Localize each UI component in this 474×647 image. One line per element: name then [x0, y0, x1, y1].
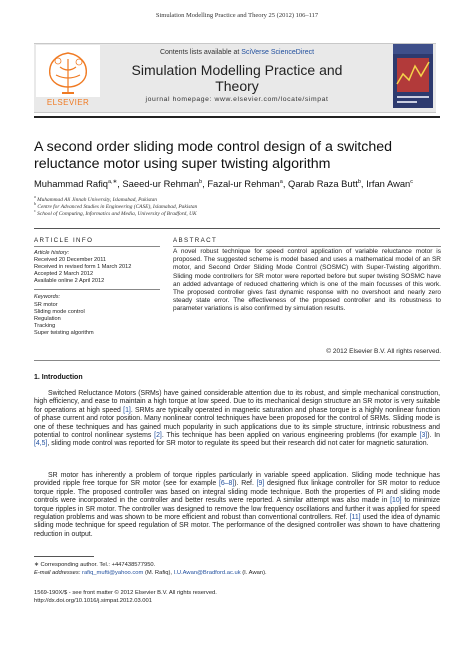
citation-link[interactable]: [1]	[123, 406, 131, 414]
contents-prefix: Contents lists available at	[159, 49, 242, 56]
author[interactable]: Fazal-ur Rehman$^a$	[207, 178, 283, 189]
journal-title: Simulation Modelling Practice and Theory	[131, 62, 343, 94]
running-head: Simulation Modelling Practice and Theory 25 (2012) 106–117	[155, 12, 319, 19]
intro-paragraph-2: SR motor has inherently a problem of torque ripples particularly in variable speed application. Sliding mode technique has provided ripple free torque for SR motor (see for example [6–8]). Ref. [9] designed flux linkage controller for SR motor to reduce torque ripple. The proposed controller was based on integral sliding mode technique. Both the properties of PI and sliding mode controls were incorporated in the controller and better results were reported. A similar attempt was also made in [10] to minimize torque ripples in SR motor. The controller was designed to remove the low frequency oscillations and further it was applied for speed regulation problems and was shown to be more efficient and robust than conventional controllers. Ref. [11] used the idea of dynamic sliding mode technique for speed regulation of SR motor. The performance of the designed controller was shown to have chattering reduction in output.	[34, 472, 441, 538]
corresponding-author-note: ∗ Corresponding author. Tel.: +447438577950.	[34, 562, 156, 568]
author[interactable]: Irfan Awan$^c$	[366, 178, 414, 189]
history-item: Available online 2 April 2012	[34, 278, 105, 284]
email-footnote: E-mail addresses: rafiq_mufti@yahoo.com (M. Rafiq), I.U.Awan@Bradford.ac.uk (I. Awan).	[34, 570, 267, 576]
citation-link[interactable]: [3]	[419, 432, 428, 440]
intro-paragraph-1: Switched Reluctance Motors (SRMs) have gained considerable attention due to its robust, and simple mechanical construction, high efficiency, and ease to maintain a high torque at low speed. Due to its mechanical design structure an SR motor is very suitable for operations at high speed [1]. SRMs are typically operated in magnetic saturation and phase torque is a highly nonlinear function of phase current and rotor position. Many nonlinear control techniques have been proposed for the control of SRMs. Sliding mode is one of these techniques and has gained much popularity in such applications due to its simple structure, intrinsic robustness and potential to control nonlinear systems [2]. This technique has been applied on various engineering problems (for example [3]). In [4,5], sliding mode control was reported for SR motor to regulate its speed but their research did not cater for magnetic saturation.	[34, 390, 441, 448]
article-title: A second order sliding mode control design of a switched reluctance motor using super twisting algorithm	[34, 139, 393, 172]
citation-link[interactable]: [11]	[349, 514, 361, 522]
section-rule	[34, 360, 440, 361]
sciencedirect-link[interactable]: SciVerse ScienceDirect	[241, 49, 315, 56]
affiliation: $^c$ School of Computing, Informatics and Media, University of Bradford, UK	[34, 208, 197, 217]
author[interactable]: Qarab Raza Butt$^b$	[288, 178, 361, 189]
header-rule	[34, 116, 440, 118]
journal-cover-image	[393, 44, 433, 108]
section-rule	[34, 228, 440, 229]
keyword: Regulation	[34, 316, 61, 322]
abstract-heading: ABSTRACT	[173, 237, 218, 244]
keyword: Sliding mode control	[34, 309, 85, 315]
author-list: Muhammad Rafiq$^{a,∗}$, Saeed-ur Rehman$^b$, Fazal-ur Rehman$^a$, Qarab Raza Butt$^b$, Irfan Awan$^c$	[34, 178, 414, 189]
publisher-wordmark: ELSEVIER	[46, 98, 90, 107]
abstract-text: A novel robust technique for speed control application of variable reluctance motor is proposed. The suggested scheme is model based and uses a mathematical model of an SR motor, and Second Order Sliding Mode Control (SOSMC) with Super-Twisting algorithm. Sliding mode controllers for SR motor were reported before but super twisting SOSMC have an added advantage of reduced chattering which is one of the main focusses of this work. The proposed controller gives fast dynamic response with no overshoot and nearly zero steady state error. The effectiveness of the proposed controller and its robustness to parameter variations is also confirmed by simulation results.	[173, 248, 441, 313]
copyright: © 2012 Elsevier B.V. All rights reserved.	[326, 348, 441, 355]
divider	[34, 289, 160, 290]
issn-line: 1569-190X/$ - see front matter © 2012 Elsevier B.V. All rights reserved.	[34, 590, 217, 596]
keyword: Tracking	[34, 323, 56, 329]
contents-line	[110, 49, 364, 56]
affiliation: $^a$ Muhammad Ali Jinnah University, Islamabad, Pakistan	[34, 194, 157, 203]
divider	[173, 246, 441, 247]
citation-link[interactable]: [10]	[390, 497, 402, 505]
affiliation: $^b$ Centre for Advanced Studies in Engineering (CASE), Islamabad, Pakistan	[34, 201, 198, 210]
citation-link[interactable]: [6–8]	[218, 480, 235, 488]
divider	[34, 246, 160, 247]
doi-link[interactable]: http://dx.doi.org/10.1016/j.simpat.2012.03.001	[34, 598, 152, 604]
citation-link[interactable]: [9]	[256, 480, 265, 488]
keywords-label: Keywords:	[34, 294, 61, 300]
history-item: Received 20 December 2011	[34, 257, 107, 263]
introduction-heading: 1. Introduction	[34, 374, 83, 381]
author[interactable]: Muhammad Rafiq$^{a,∗}$	[34, 178, 118, 189]
citation-link[interactable]: [2]	[154, 432, 162, 440]
email-link[interactable]: rafiq_mufti@yahoo.com	[82, 570, 144, 576]
article-info-heading: ARTICLE INFO	[34, 237, 94, 244]
footnote-rule	[34, 556, 94, 557]
citation-link[interactable]: [4,5]	[34, 440, 48, 448]
journal-homepage[interactable]: journal homepage: www.elsevier.com/locate/simpat	[145, 96, 329, 103]
history-item: Accepted 2 March 2012	[34, 271, 94, 277]
keyword: SR motor	[34, 302, 58, 308]
author[interactable]: Saeed-ur Rehman$^b$	[122, 178, 203, 189]
email-link[interactable]: I.U.Awan@Bradford.ac.uk	[173, 570, 241, 576]
history-item: Received in revised form 1 March 2012	[34, 264, 132, 270]
keyword: Super twisting algorithm	[34, 330, 94, 336]
history-label: Article history:	[34, 250, 70, 256]
